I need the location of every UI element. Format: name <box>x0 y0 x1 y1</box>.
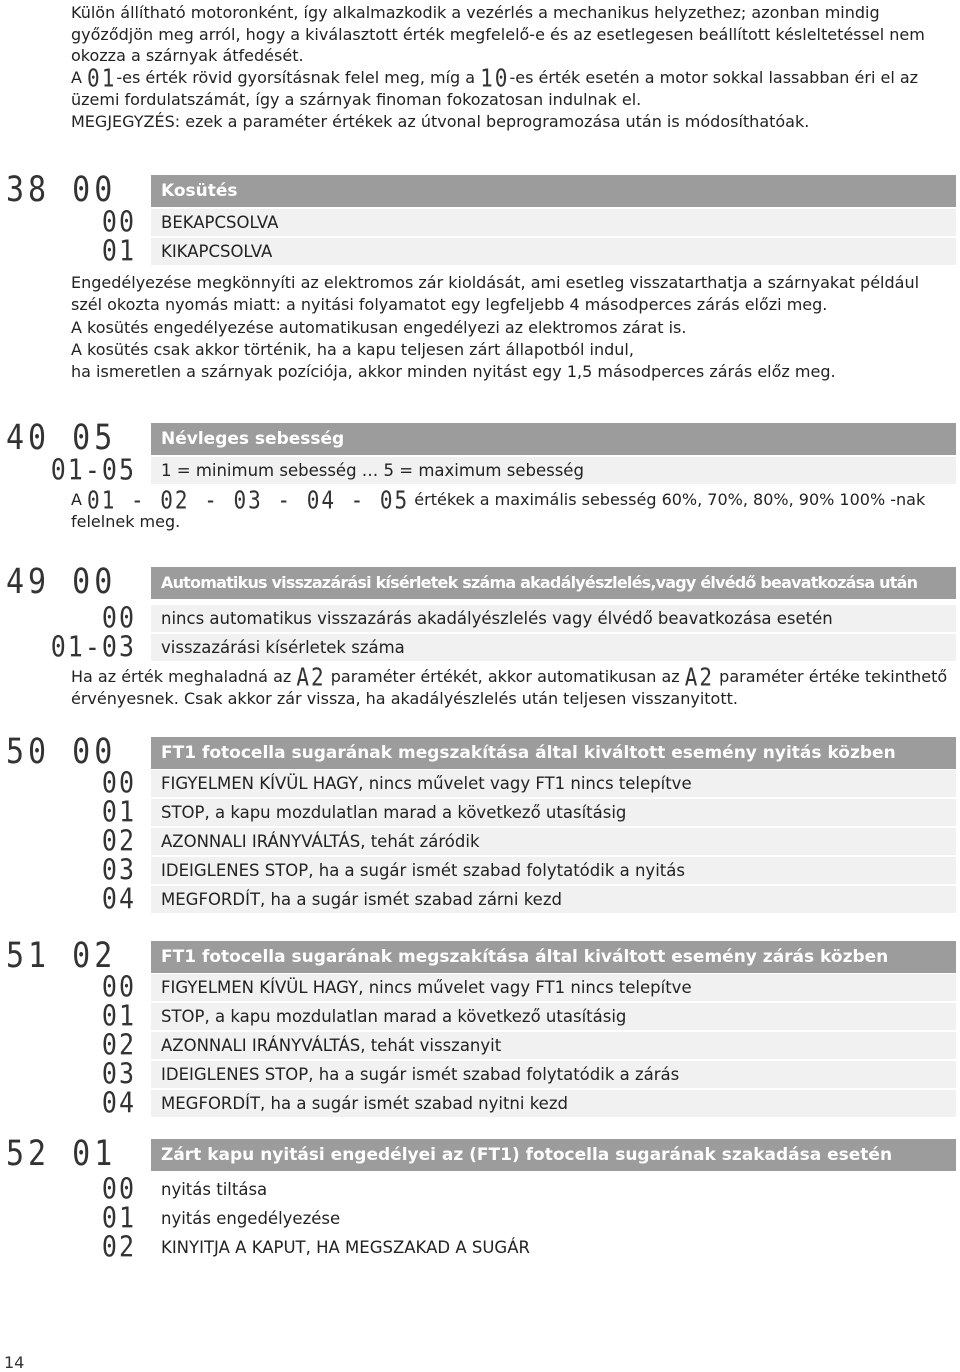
description-text-c: paraméter értéke tekinthető érvényesnek. Csak akkor zár vissza, ha akadályészlelés után teljesen visszanyitott. <box>71 667 948 709</box>
description-text: A kosütés csak akkor történik, ha a kapu teljesen zárt állapotból indul, <box>71 339 634 359</box>
option-row: 1 = minimum sebesség … 5 = maximum sebesség <box>151 457 956 484</box>
description-text: A kosütés engedélyezése automatikusan engedélyezi az elektromos zárat is. <box>71 317 687 337</box>
option-code: 00 <box>101 601 136 635</box>
option-row: STOP, a kapu mozdulatlan marad a következő utasításig <box>151 799 956 826</box>
option-row: MEGFORDÍT, ha a sugár ismét szabad zárni kezd <box>151 886 956 913</box>
display-code: A2 <box>684 662 715 692</box>
option-code: 02 <box>101 1028 136 1062</box>
section-header: Zárt kapu nyitási engedélyei az (FT1) fotocella sugarának szakadása esetén <box>151 1139 956 1171</box>
description-text: ha ismeretlen a szárnyak pozíciója, akkor minden nyitást egy 1,5 másodperces zárás előz meg. <box>71 362 836 382</box>
option-code: 00 <box>101 205 136 239</box>
option-code: 00 <box>101 970 136 1004</box>
section-header: FT1 fotocella sugarának megszakítása által kiváltott esemény zárás közben <box>151 941 956 973</box>
option-row: IDEIGLENES STOP, ha a sugár ismét szabad folytatódik a zárás <box>151 1061 956 1088</box>
description-text-b: értékek a maximális sebesség 60%, 70%, 80%, 90% 100% -nak felelnek meg. <box>71 490 926 532</box>
option-code: 01 <box>101 234 136 268</box>
description-text: Engedélyezése megkönnyíti az elektromos zár kioldását, ami esetleg visszatarthatja a szárnyakat például szél okozta nyomás miatt: a nyitási folyamatot egy legfeljebb 4 másodperces zárás előzi meg. <box>71 273 920 315</box>
option-row: nincs automatikus visszazárás akadályészlelés vagy élvédő beavatkozása esetén <box>151 605 956 632</box>
option-row: STOP, a kapu mozdulatlan marad a következő utasításig <box>151 1003 956 1030</box>
option-row: visszazárási kísérletek száma <box>151 634 956 661</box>
display-code: 01 <box>87 62 117 92</box>
section-header: Automatikus visszazárási kísérletek száma akadályészlelés,vagy élvédő beavatkozása után <box>151 567 956 599</box>
description-text-a: Ha az érték meghaladná az <box>71 667 292 686</box>
parameter-code: 51 02 <box>6 936 117 977</box>
option-row: AZONNALI IRÁNYVÁLTÁS, tehát záródik <box>151 828 956 855</box>
intro-paragraph-2 <box>71 62 951 111</box>
option-row: IDEIGLENES STOP, ha a sugár ismét szabad folytatódik a nyitás <box>151 857 956 884</box>
description-text-a: A <box>71 490 82 509</box>
intro-text-b: -es érték rövid gyorsításnak felel meg, míg a <box>116 67 476 87</box>
option-code: 04 <box>101 1086 136 1120</box>
option-code: 03 <box>101 1057 136 1091</box>
section-description <box>71 272 955 383</box>
intro-text-a: A <box>71 67 82 87</box>
option-row: FIGYELMEN KÍVÜL HAGY, nincs művelet vagy FT1 nincs telepítve <box>151 974 956 1001</box>
option-row: BEKAPCSOLVA <box>151 209 956 236</box>
option-code: 01-03 <box>50 630 136 664</box>
option-row: MEGFORDÍT, ha a sugár ismét szabad nyitni kezd <box>151 1090 956 1117</box>
parameter-code: 38 00 <box>6 170 117 211</box>
parameter-code: 52 01 <box>6 1134 117 1175</box>
option-code: 04 <box>101 882 136 916</box>
description-text <box>71 485 955 534</box>
option-code: 02 <box>101 1230 136 1264</box>
page-number: 14 <box>4 1353 25 1372</box>
intro-text-c: -es érték esetén a motor sokkal lassabban éri el az üzemi fordulatszámát, így a szárnyak finoman fokozatosan indulnak el. <box>71 67 919 109</box>
option-row: KIKAPCSOLVA <box>151 238 956 265</box>
section-header: FT1 fotocella sugarának megszakítása által kiváltott esemény nyitás közben <box>151 737 956 769</box>
option-code: 01 <box>101 1201 136 1235</box>
parameter-code: 49 00 <box>6 562 117 603</box>
option-row: KINYITJA A KAPUT, HA MEGSZAKAD A SUGÁR <box>151 1234 956 1261</box>
section-header: Kosütés <box>151 175 956 207</box>
option-code: 03 <box>101 853 136 887</box>
option-row: nyitás tiltása <box>151 1176 956 1203</box>
section-header: Névleges sebesség <box>151 423 956 455</box>
description-text-b: paraméter értékét, akkor automatikusan az <box>330 667 680 686</box>
option-code: 00 <box>101 1172 136 1206</box>
option-code: 02 <box>101 824 136 858</box>
option-code: 01 <box>101 795 136 829</box>
description-text <box>71 662 955 711</box>
display-code: 01 - 02 - 03 - 04 - 05 <box>87 485 410 515</box>
intro-paragraph-1: Külön állítható motoronként, így alkalmazkodik a vezérlés a mechanikus helyzethez; azonban mindig győződjön meg arról, hogy a kiválasztott érték megfelelő-e és az esetlegesen beállított késleltetéssel nem okozza a szárnyak átfedését. <box>71 3 925 65</box>
option-code: 01 <box>101 999 136 1033</box>
option-row: AZONNALI IRÁNYVÁLTÁS, tehát visszanyit <box>151 1032 956 1059</box>
option-row: nyitás engedélyezése <box>151 1205 956 1232</box>
option-code: 01-05 <box>50 453 136 487</box>
display-code: 10 <box>480 62 510 92</box>
option-code: 00 <box>101 766 136 800</box>
section-description <box>71 485 955 534</box>
intro-note: MEGJEGYZÉS: ezek a paraméter értékek az útvonal beprogramozása után is módosíthatóak. <box>71 111 810 131</box>
section-description <box>71 662 955 711</box>
display-code: A2 <box>296 662 326 692</box>
parameter-code: 40 05 <box>6 418 117 459</box>
parameter-code: 50 00 <box>6 732 117 773</box>
option-row: FIGYELMEN KÍVÜL HAGY, nincs művelet vagy FT1 nincs telepítve <box>151 770 956 797</box>
intro-block <box>71 2 951 132</box>
